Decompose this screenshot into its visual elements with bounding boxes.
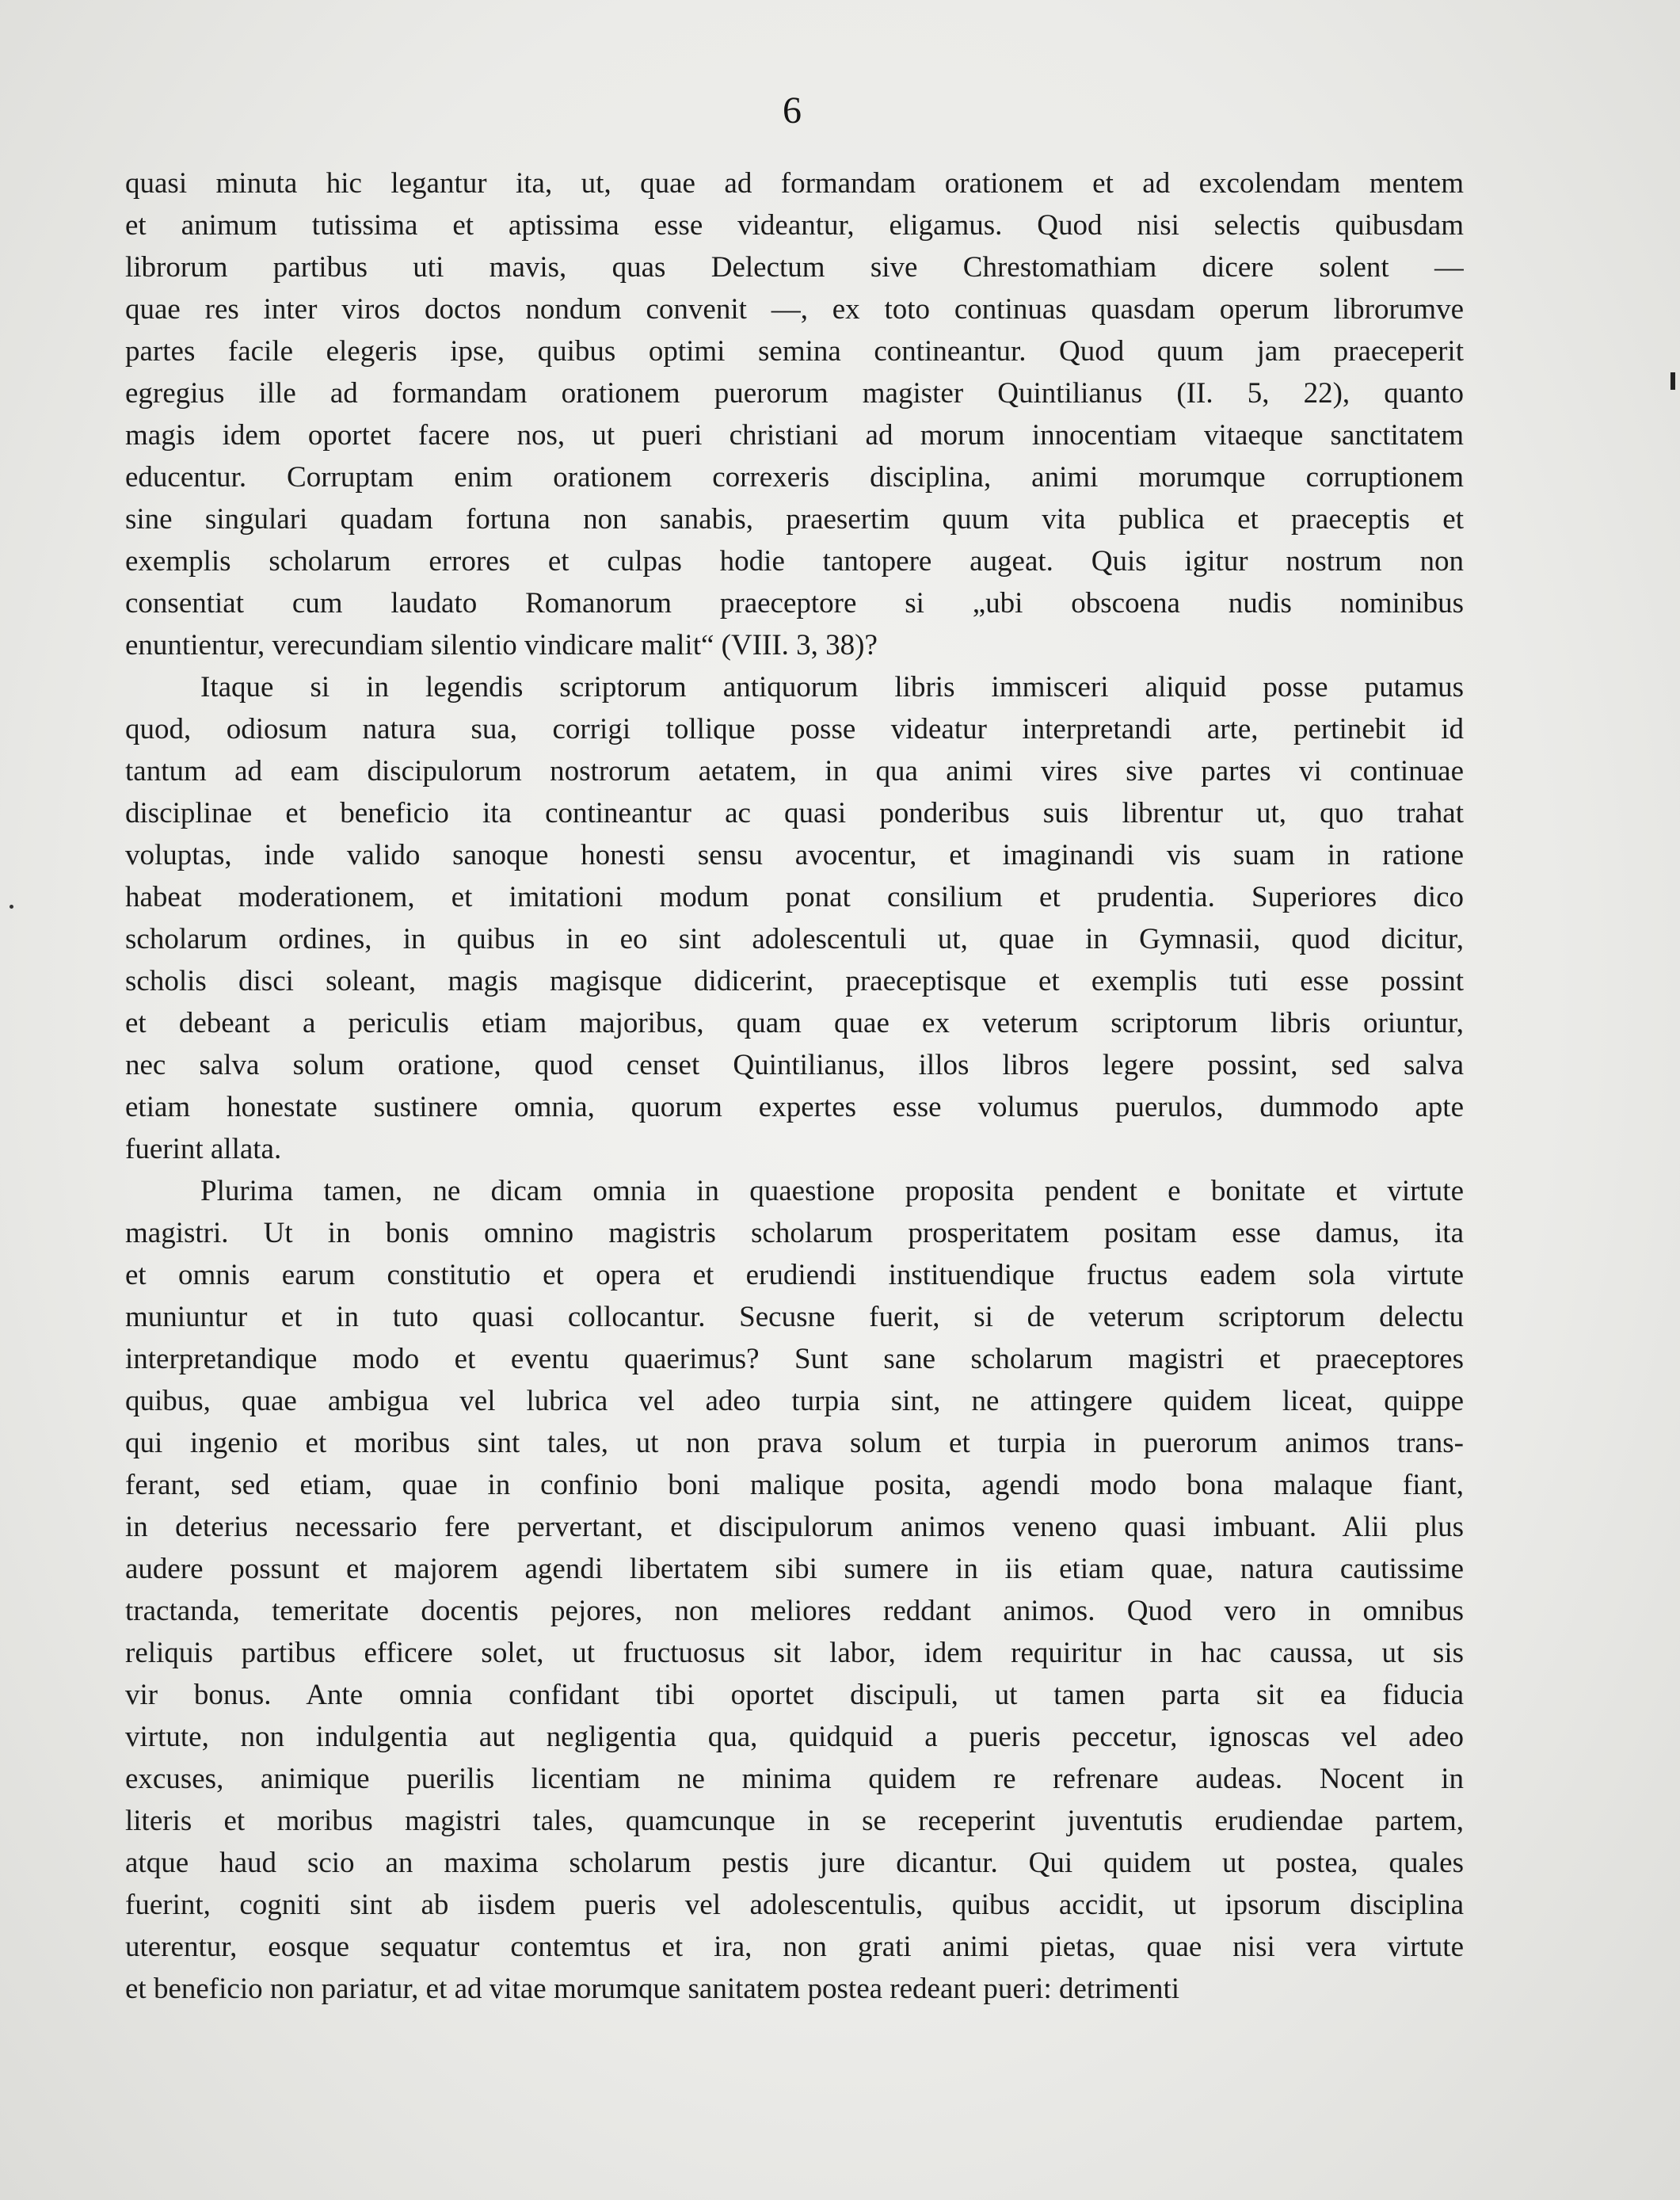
- text-line: vir bonus. Ante omnia confidant tibi oportet discipuli, ut tamen parta sit ea fiducia: [125, 1679, 1464, 1711]
- text-line: partes facile elegeris ipse, quibus optimi semina contineantur. Quod quum jam praeceperit: [125, 335, 1464, 368]
- text-line: muniuntur et in tuto quasi collocantur. Secusne fuerit, si de veterum scriptorum delectu: [125, 1301, 1464, 1333]
- text-line: excuses, animique puerilis licentiam ne minima quidem re refrenare audeas. Nocent in: [125, 1763, 1464, 1795]
- paragraph: [125, 162, 1464, 666]
- text-line: exemplis scholarum errores et culpas hodie tantopere augeat. Quis igitur nostrum non: [125, 545, 1464, 578]
- text-line: librorum partibus uti mavis, quas Delectum sive Chrestomathiam dicere solent —: [125, 251, 1464, 284]
- text-line: audere possunt et majorem agendi libertatem sibi sumere in iis etiam quae, natura cautissime: [125, 1553, 1464, 1585]
- text-line: scholis disci soleant, magis magisque didicerint, praeceptisque et exemplis tuti esse possint: [125, 965, 1464, 997]
- text-line: Itaque si in legendis scriptorum antiquorum libris immisceri aliquid posse putamus: [200, 671, 1464, 703]
- margin-mark: [1670, 372, 1675, 390]
- text-line: tractanda, temeritate docentis pejores, non meliores reddant animos. Quod vero in omnibus: [125, 1595, 1464, 1627]
- paragraph: [125, 1170, 1464, 2010]
- page-number: 6: [783, 90, 802, 132]
- text-line: literis et moribus magistri tales, quamcunque in se receperint juventutis erudiendae partem,: [125, 1805, 1464, 1837]
- text-line: magistri. Ut in bonis omnino magistris scholarum prosperitatem positam esse damus, ita: [125, 1217, 1464, 1249]
- text-line: etiam honestate sustinere omnia, quorum expertes esse volumus puerulos, dummodo apte: [125, 1091, 1464, 1123]
- text-line: educentur. Corruptam enim orationem correxeris disciplina, animi morumque corruptionem: [125, 461, 1464, 494]
- text-line: ferant, sed etiam, quae in confinio boni malique posita, agendi modo bona malaque fiant,: [125, 1469, 1464, 1501]
- text-line: quod, odiosum natura sua, corrigi tollique posse videatur interpretandi arte, pertinebit id: [125, 713, 1464, 745]
- text-line: voluptas, inde valido sanoque honesti sensu avocentur, et imaginandi vis suam in ratione: [125, 839, 1464, 871]
- text-line: scholarum ordines, in quibus in eo sint adolescentuli ut, quae in Gymnasii, quod dicitur,: [125, 923, 1464, 955]
- text-line: quae res inter viros doctos nondum convenit —, ex toto continuas quasdam operum librorumve: [125, 293, 1464, 326]
- text-line: nec salva solum oratione, quod censet Quintilianus, illos libros legere possint, sed salva: [125, 1049, 1464, 1081]
- text-line: et debeant a periculis etiam majoribus, quam quae ex veterum scriptorum libris oriuntur,: [125, 1007, 1464, 1039]
- text-line: magis idem oportet facere nos, ut pueri christiani ad morum innocentiam vitaeque sanctitatem: [125, 419, 1464, 452]
- paragraph: [125, 666, 1464, 1170]
- text-line: atque haud scio an maxima scholarum pestis jure dicantur. Qui quidem ut postea, quales: [125, 1847, 1464, 1879]
- text-line: et omnis earum constitutio et opera et erudiendi instituendique fructus eadem sola virtute: [125, 1259, 1464, 1291]
- text-line: uterentur, eosque sequatur contemtus et ira, non grati animi pietas, quae nisi vera virtute: [125, 1931, 1464, 1963]
- text-line: et beneficio non pariatur, et ad vitae morumque sanitatem postea redeant pueri: detrimenti: [125, 1973, 1180, 2005]
- text-line: habeat moderationem, et imitationi modum ponat consilium et prudentia. Superiores dico: [125, 881, 1464, 913]
- text-line: et animum tutissima et aptissima esse videantur, eligamus. Quod nisi selectis quibusdam: [125, 209, 1464, 242]
- text-line: quibus, quae ambigua vel lubrica vel adeo turpia sint, ne attingere quidem liceat, quippe: [125, 1385, 1464, 1417]
- margin-speck: [10, 905, 13, 909]
- text-line: consentiat cum laudato Romanorum praeceptore si „ubi obscoena nudis nominibus: [125, 587, 1464, 620]
- text-line: interpretandique modo et eventu quaerimus? Sunt sane scholarum magistri et praeceptores: [125, 1343, 1464, 1375]
- text-line: sine singulari quadam fortuna non sanabis, praesertim quum vita publica et praeceptis et: [125, 503, 1464, 536]
- body-text: [125, 162, 1464, 2010]
- text-line: qui ingenio et moribus sint tales, ut non prava solum et turpia in puerorum animos trans-: [125, 1427, 1464, 1459]
- text-line: Plurima tamen, ne dicam omnia in quaestione proposita pendent e bonitate et virtute: [200, 1175, 1464, 1207]
- text-line: tantum ad eam discipulorum nostrorum aetatem, in qua animi vires sive partes vi continuae: [125, 755, 1464, 787]
- text-line: quasi minuta hic legantur ita, ut, quae ad formandam orationem et ad excolendam mentem: [125, 167, 1464, 200]
- text-line: fuerint, cogniti sint ab iisdem pueris vel adolescentulis, quibus accidit, ut ipsorum disciplina: [125, 1889, 1464, 1921]
- text-line: in deterius necessario fere pervertant, et discipulorum animos veneno quasi imbuant. Alii plus: [125, 1511, 1464, 1543]
- text-line: virtute, non indulgentia aut negligentia qua, quidquid a pueris peccetur, ignoscas vel adeo: [125, 1721, 1464, 1753]
- text-line: egregius ille ad formandam orationem puerorum magister Quintilianus (II. 5, 22), quanto: [125, 377, 1464, 410]
- text-line: disciplinae et beneficio ita contineantur ac quasi ponderibus suis librentur ut, quo trahat: [125, 797, 1464, 829]
- text-line: enuntientur, verecundiam silentio vindicare malit“ (VIII. 3, 38)?: [125, 629, 878, 662]
- text-line: reliquis partibus efficere solet, ut fructuosus sit labor, idem requiritur in hac caussa, ut sis: [125, 1637, 1464, 1669]
- text-line: fuerint allata.: [125, 1133, 282, 1165]
